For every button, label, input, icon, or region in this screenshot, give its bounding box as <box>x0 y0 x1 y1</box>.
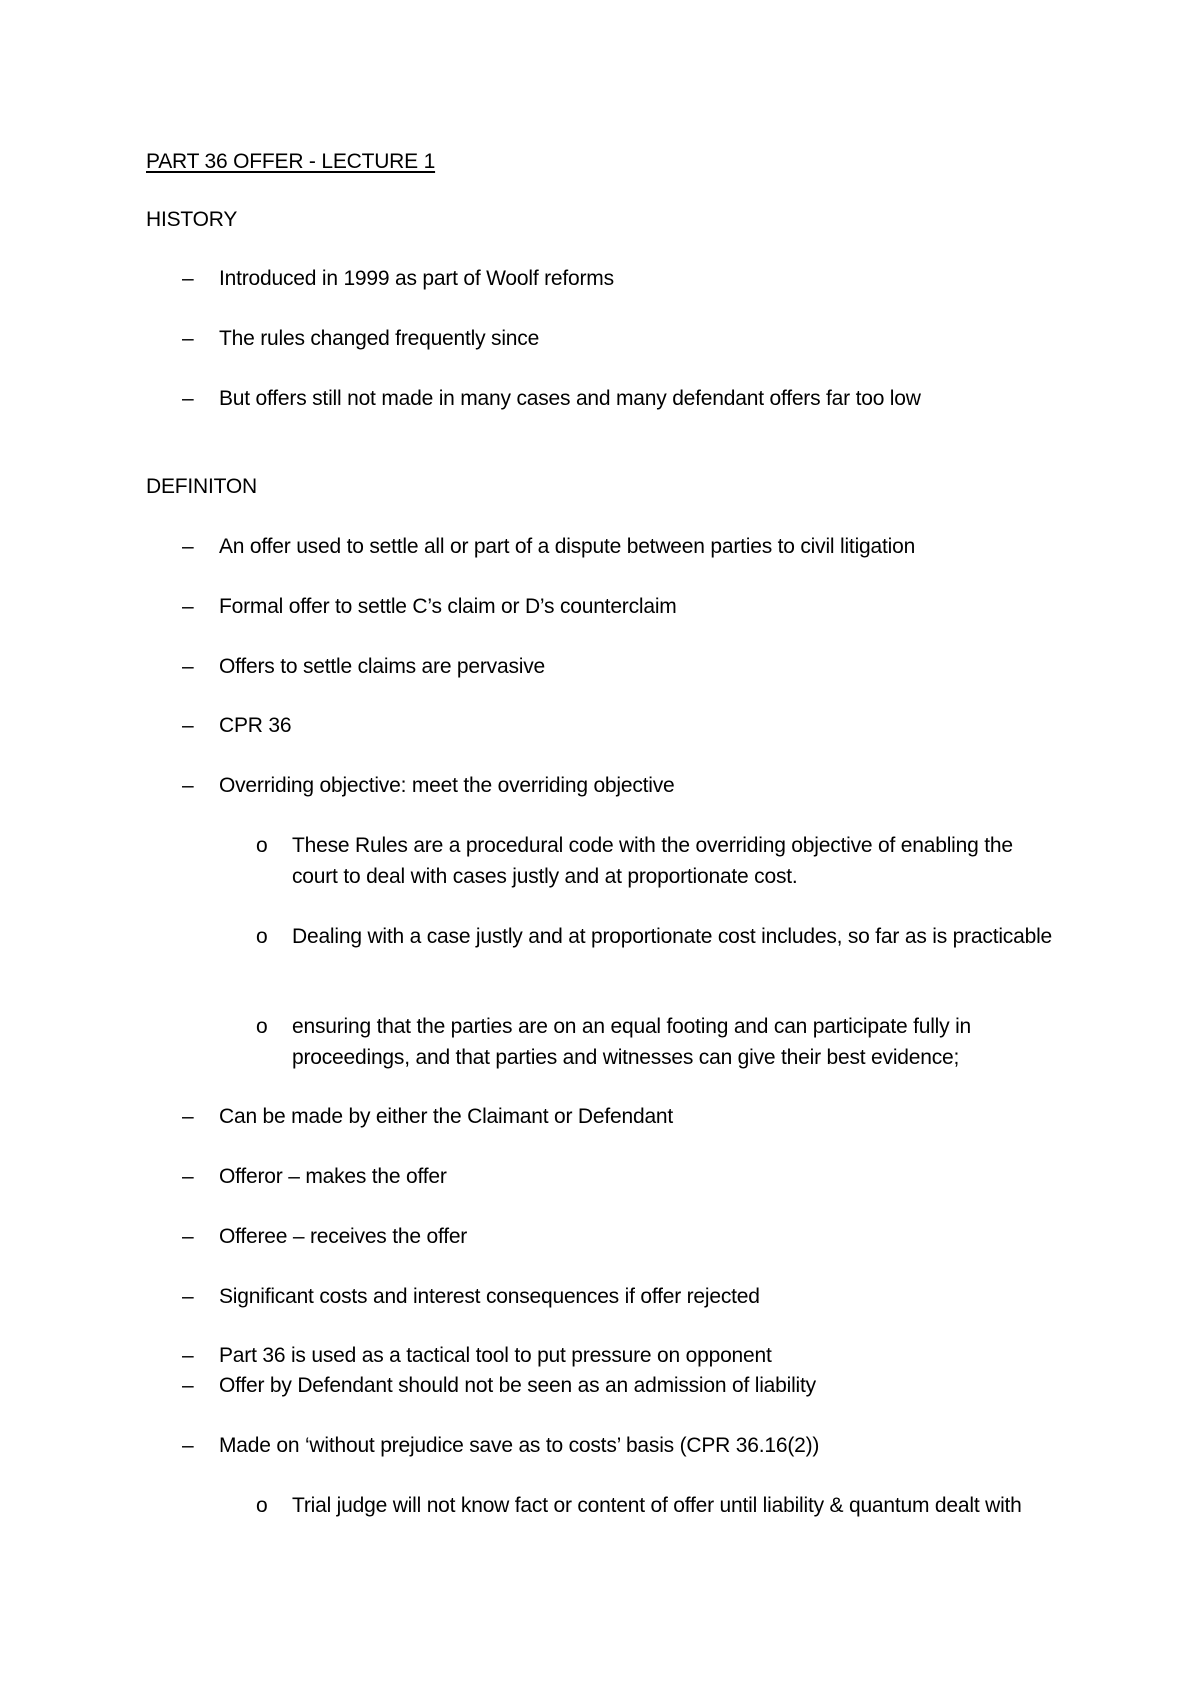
list-item: Overriding objective: meet the overriding objective <box>219 774 675 797</box>
list-item: CPR 36 <box>219 714 292 737</box>
section-heading-definition: DEFINITON <box>146 475 257 498</box>
list-item: But offers still not made in many cases and many defendant offers far too low <box>219 387 921 410</box>
dash-bullet: – <box>182 1374 194 1397</box>
list-item: Offers to settle claims are pervasive <box>219 655 546 678</box>
dash-bullet: – <box>182 1165 194 1188</box>
list-item: Offeree – receives the offer <box>219 1225 468 1248</box>
dash-bullet: – <box>182 327 194 350</box>
dash-bullet: – <box>182 1285 194 1308</box>
dash-bullet: – <box>182 1434 194 1457</box>
dash-bullet: – <box>182 774 194 797</box>
dash-bullet: – <box>182 1225 194 1248</box>
dash-bullet: – <box>182 267 194 290</box>
sub-list-item: ensuring that the parties are on an equal footing and can participate fully in proceedings, and that parties and witnesses can give their best evidence; <box>292 1015 972 1069</box>
list-item: Introduced in 1999 as part of Woolf reforms <box>219 267 614 290</box>
sub-list-item: Dealing with a case justly and at proportionate cost includes, so far as is practicable <box>292 925 1053 948</box>
document-title: PART 36 OFFER - LECTURE 1 <box>146 150 436 173</box>
dash-bullet: – <box>182 1105 194 1128</box>
list-item: Can be made by either the Claimant or Defendant <box>219 1105 674 1128</box>
list-item: Formal offer to settle C’s claim or D’s counterclaim <box>219 595 677 618</box>
section-heading-history: HISTORY <box>146 208 238 231</box>
list-item: An offer used to settle all or part of a dispute between parties to civil litigation <box>219 535 916 558</box>
dash-bullet: – <box>182 1344 194 1367</box>
sub-bullet: o <box>256 925 268 948</box>
dash-bullet: – <box>182 595 194 618</box>
list-item: Made on ‘without prejudice save as to costs’ basis (CPR 36.16(2)) <box>219 1434 820 1457</box>
list-item: Offeror – makes the offer <box>219 1165 447 1188</box>
list-item: Offer by Defendant should not be seen as an admission of liability <box>219 1374 816 1397</box>
sub-list-item: Trial judge will not know fact or content of offer until liability & quantum dealt with <box>292 1494 1022 1517</box>
list-item: Significant costs and interest consequences if offer rejected <box>219 1285 760 1308</box>
dash-bullet: – <box>182 535 194 558</box>
dash-bullet: – <box>182 714 194 737</box>
sub-list-item: These Rules are a procedural code with the overriding objective of enabling the court to deal with cases justly and at proportionate cost. <box>292 834 1013 888</box>
list-item: Part 36 is used as a tactical tool to put pressure on opponent <box>219 1344 772 1367</box>
list-item: The rules changed frequently since <box>219 327 540 350</box>
sub-bullet: o <box>256 834 268 857</box>
dash-bullet: – <box>182 655 194 678</box>
sub-bullet: o <box>256 1015 268 1038</box>
sub-bullet: o <box>256 1494 268 1517</box>
dash-bullet: – <box>182 387 194 410</box>
